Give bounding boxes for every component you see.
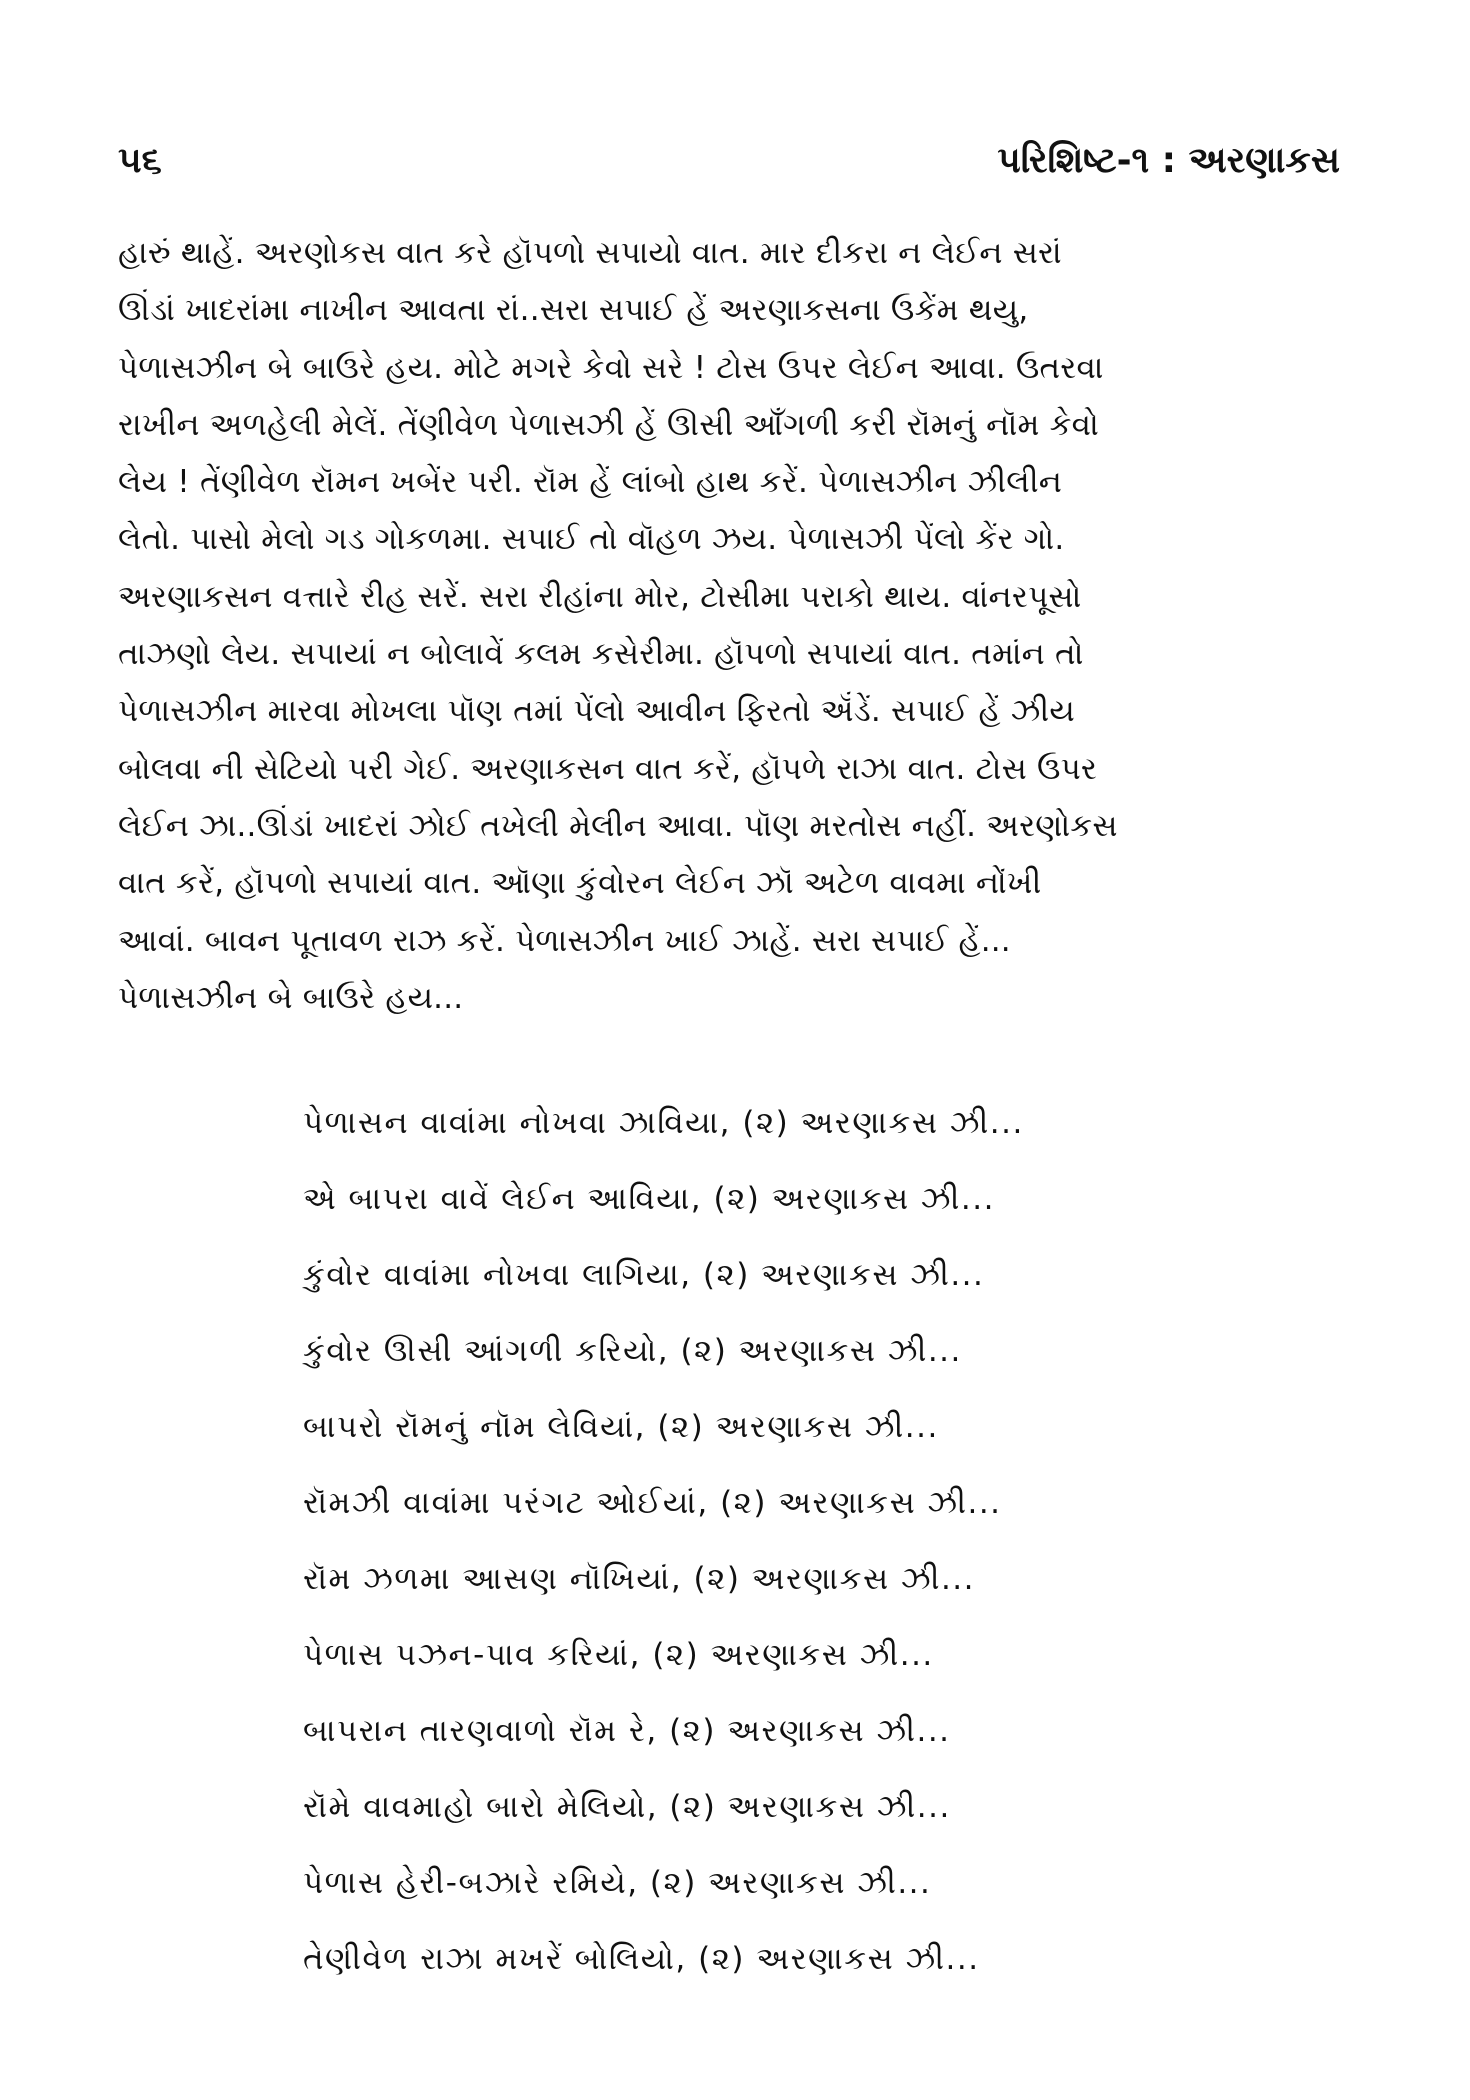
- song-line: તેણીવેળ રાઝા મખરેં બોલિયો, (૨) અરણાકસ ઝી...: [303, 1941, 980, 1977]
- prose-line: પેળાસઝીન બે બાઉરે હય...: [118, 979, 464, 1016]
- prose-line: લેઈન ઝા..ઊંડાં ખાદરાં ઝોઈ તખેલી મેલીન આવા. પૉણ મરતોસ નહીં. અરણોકસ: [118, 807, 1118, 844]
- song-line: રૉમે વાવમાહો બારો મેલિયો, (૨) અરણાકસ ઝી...: [303, 1789, 951, 1825]
- prose-line: અરણાકસન વત્તારે રીહ સરેં. સરા રીહાંના મોર, ટોસીમા પરાકો થાય. વાંનરપૂસો: [118, 578, 1082, 615]
- prose-line: રાખીન અળહેલી મેલેં. તેંણીવેળ પેળાસઝી હેં ઊસી આઁગળી કરી રૉમનું નૉમ કેવો: [118, 406, 1099, 443]
- song-line: રૉમઝી વાવાંમા પરંગટ ઓઈયાં, (૨) અરણાકસ ઝી...: [303, 1485, 1002, 1521]
- running-header: પરિશિષ્ટ-૧ : અરણાકસ: [997, 140, 1340, 181]
- prose-paragraph: [118, 225, 1343, 1027]
- prose-line: પેળાસઝીન બે બાઉરે હય. મોટે મગરે કેવો સરે ! ટોસ ઉપર લેઈન આવા. ઉતરવા: [118, 349, 1104, 386]
- prose-line: લેય ! તેંણીવેળ રૉમન ખબેંર પરી. રૉમ હેં લાંબો હાથ કરેં. પેળાસઝીન ઝીલીન: [118, 464, 1063, 501]
- song-line: એ બાપરા વાવેં લેઈન આવિયા, (૨) અરણાકસ ઝી...: [303, 1181, 995, 1217]
- song-line: પેળાસ હેરી-બઝારે રમિયે, (૨) અરણાકસ ઝી...: [303, 1865, 932, 1901]
- prose-line: બોલવા ની સેટિયો પરી ગેઈ. અરણાકસન વાત કરેં, હૉપળે રાઝા વાત. ટોસ ઉપર: [118, 750, 1098, 787]
- prose-line: વાત કરેં, હૉપળો સપાયાં વાત. ઑણા કુંવોરન લેઈન ઝૉ અટેળ વાવમા નોંખી: [118, 865, 1042, 902]
- song-line: કુંવોર ઊસી આંગળી કરિયો, (૨) અરણાકસ ઝી...: [303, 1333, 962, 1369]
- page-number: ૫૬: [118, 140, 162, 181]
- song-line: પેળાસન વાવાંમા નોખવા ઝાવિયા, (૨) અરણાકસ ઝી...: [303, 1105, 1024, 1141]
- song-line: બાપરો રૉમનું નૉમ લેવિયાં, (૨) અરણાકસ ઝી...: [303, 1409, 939, 1445]
- prose-line: આવાં. બાવન પૂતાવળ રાઝ કરેં. પેળાસઝીન ખાઈ ઝાહેં. સરા સપાઈ હેં...: [118, 922, 1011, 959]
- prose-line: તાઝણો લેય. સપાયાં ન બોલાવેં કલમ કસેરીમા. હૉપળો સપાયાં વાત. તમાંન તો: [118, 636, 1084, 673]
- song-line: પેળાસ પઝન-પાવ કરિયાં, (૨) અરણાકસ ઝી...: [303, 1637, 934, 1673]
- prose-line: ઊંડાં ખાદરાંમા નાખીન આવતા રાં..સરા સપાઈ હેં અરણાકસના ઉકેંમ થયુ,: [118, 292, 1029, 329]
- prose-line: લેતો. પાસો મેલો ગડ ગોકળમા. સપાઈ તો વૉહળ ઝય. પેળાસઝી પેંલો કેંર ગો.: [118, 521, 1065, 558]
- song-line: કુંવોર વાવાંમા નોખવા લાગિયા, (૨) અરણાકસ ઝી...: [303, 1257, 985, 1293]
- song-line: રૉમ ઝળમા આસણ નૉખિયાં, (૨) અરણાકસ ઝી...: [303, 1561, 976, 1597]
- song-line: બાપરાન તારણવાળો રૉમ રે, (૨) અરણાકસ ઝી...: [303, 1713, 951, 1749]
- prose-line: હારું થાહેં. અરણોકસ વાત કરે હૉપળો સપાયો વાત. માર દીકરા ન લેઈન સરાં: [118, 235, 1062, 271]
- prose-line: પેળાસઝીન મારવા મોખલા પૉણ તમાં પેંલો આવીન ફિરતો ઍંડેં. સપાઈ હેં ઝીય: [118, 693, 1075, 730]
- song-verse: [303, 1085, 1243, 1997]
